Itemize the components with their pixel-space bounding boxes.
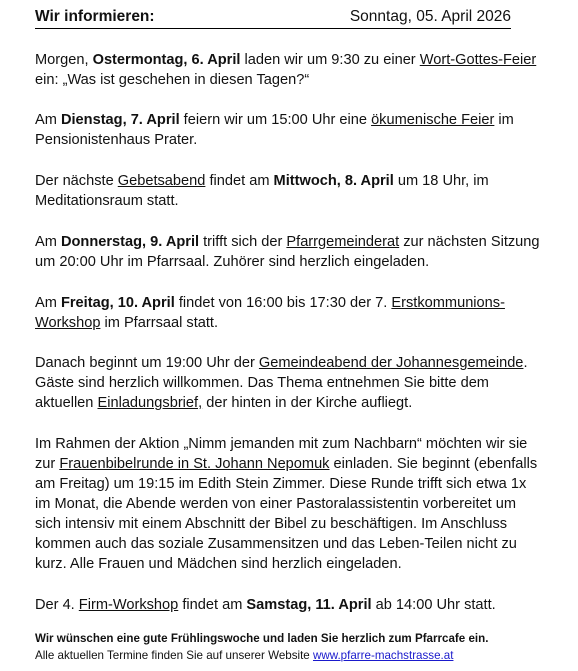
event-firm-workshop: Firm-Workshop: [78, 597, 179, 613]
website-link[interactable]: www.pfarre-machstrasse.at: [312, 649, 454, 662]
paragraph-friday: Am Freitag, 10. April findet von 16:00 bis 17:30 der 7. Erstkommunions-Workshop im Pfarrsaal statt.: [35, 295, 505, 331]
header-date: Sonntag, 05. April 2026: [349, 8, 511, 25]
einladungsbrief: Einladungsbrief,: [97, 395, 203, 411]
event-gemeindeabend: Gemeindeabend der Johannesgemeinde: [258, 355, 524, 371]
footer-greeting: Wir wünschen eine gute Frühlingswoche und laden Sie herzlich zum Pfarrcafe ein.: [35, 632, 489, 645]
event-link-wort-gottes-feier: Wort-Gottes-Feier: [419, 52, 537, 68]
paragraph-tuesday: Am Dienstag, 7. April feiern wir um 15:00 Uhr eine ökumenische Feier im Pensionistenhaus Prater.: [35, 112, 514, 148]
event-erstkommunions-workshop: Erstkommunions-Workshop: [35, 295, 505, 331]
event-oekumenische-feier: ökumenische Feier: [371, 112, 495, 128]
bulletin-header: [35, 6, 511, 29]
paragraph-frauenbibelrunde: Im Rahmen der Aktion „Nimm jemanden mit zum Nachbarn“ möchten wir sie zur Frauenbibelrunde in St. Johann Nepomuk einladen. Sie beginnt (ebenfalls am Freitag) um 19:15 im Edith Stein Zimmer. Diese Runde trifft sich etwa 1x im Monat, die Abende werden von einer Pastoralassistentin vorbereitet um sich intensiv mit einem Abschnitt der Bibel zu beschäftigen. Im Anschluss kommen auch das soziale Zusammensitzen und das Leben-Teilen nicht zu kurz. Alle Frauen und Mädchen sind herzlich eingeladen.: [35, 436, 538, 572]
paragraph-easter-monday: Morgen, Ostermontag, 6. April laden wir um 9:30 zu einer Wort-Gottes-Feier ein: „Was ist geschehen in diesen Tagen?“: [35, 52, 537, 88]
event-frauenbibelrunde: Frauenbibelrunde in St. Johann Nepomuk: [59, 456, 330, 472]
event-gebetsabend: Gebetsabend: [117, 173, 206, 189]
paragraph-saturday: Der 4. Firm-Workshop findet am Samstag, 11. April ab 14:00 Uhr statt.: [35, 597, 496, 613]
bulletin-footer: [35, 630, 555, 664]
event-pfarrgemeinderat: Pfarrgemeinderat: [286, 234, 400, 250]
header-label: Wir informieren:: [35, 8, 155, 25]
paragraph-thursday: Am Donnerstag, 9. April trifft sich der Pfarrgemeinderat zur nächsten Sitzung um 20:00 Uhr im Pfarrsaal. Zuhörer sind herzlich eingeladen.: [35, 234, 540, 270]
paragraph-wednesday: Der nächste Gebetsabend findet am Mittwoch, 8. April um 18 Uhr, im Meditationsraum statt.: [35, 173, 489, 209]
paragraph-gemeindeabend: Danach beginnt um 19:00 Uhr der Gemeindeabend der Johannesgemeinde. Gäste sind herzlich willkommen. Das Thema entnehmen Sie bitte dem aktuellen Einladungsbrief, der hinten in der Kirche aufliegt.: [35, 355, 528, 411]
footer-website-line: Alle aktuellen Termine finden Sie auf unserer Website www.pfarre-machstrasse.at: [35, 649, 454, 662]
